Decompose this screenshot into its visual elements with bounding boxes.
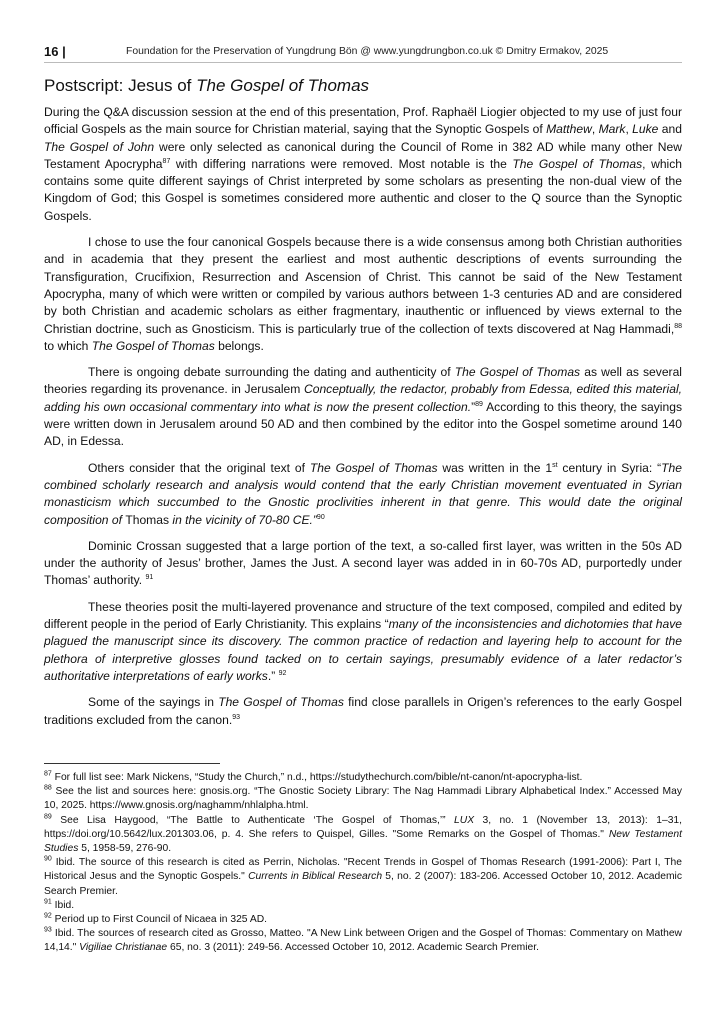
text-run: find close parallels in Origen’s references to the early Gospel traditions excluded from the canon. [44,695,682,727]
footnote-text: Ibid. [51,899,75,911]
footnote-ref[interactable]: 90 [316,513,325,521]
footnote-text: Ibid. The source of this research is cited as Perrin, Nicholas. "Recent Trends in Gospel of Thomas Research (1991-2006): Part I, The Historical Jesus and the Synoptic Gospels." [44,857,682,883]
text-run: According to this theory, the sayings were written down in Jerusalem around 50 AD and then combined by the editor into the Gospel sometime around 140 AD, in Edessa. [44,399,682,449]
footnote-text: Period up to First Council of Nicaea in 325 AD. [51,914,267,926]
text-run: During the Q&A discussion session at the end of this presentation, Prof. Raphaël Liogier objected to my use of just four official Gospels as the main source for Christian material, saying that the Synoptic Gospels of [44,105,682,137]
footnote-ref[interactable]: 92 [278,669,287,677]
paragraph-3 [44,364,682,450]
paragraph-5 [44,538,682,590]
text-run: , [591,122,599,137]
footnote-number: 89 [44,813,52,821]
footnote-ref[interactable]: 93 [232,713,241,721]
footnote-87 [44,771,682,785]
footnote-text: 5, no. 2 (2007): 183-206. Accessed October 10, 2012. Academic Search Premier. [44,871,682,897]
footnote-number: 90 [44,855,52,863]
body-text [44,104,682,738]
italic-run: Currents in Biblical Research [248,871,383,883]
text-run: There is ongoing debate surrounding the dating and authenticity of [88,365,455,380]
page-header [44,44,682,63]
footnote-text: 65, no. 3 (2011): 249-56. Accessed October 10, 2012. Academic Search Premier. [167,942,539,954]
text-run: to which [44,338,92,353]
text-run: and [658,122,682,137]
footnote-93 [44,927,682,955]
footnote-divider [44,763,220,764]
footnote-90 [44,856,682,899]
ordinal-suffix: st [552,461,558,469]
text-run: as well as several theories regarding its provenance. in Jerusalem [44,365,682,397]
paragraph-4 [44,460,682,529]
italic-run: The Gospel of Thomas [512,156,643,171]
footnote-number: 88 [44,784,52,792]
title-italic: The Gospel of Thomas [196,76,370,95]
italic-run: The Gospel of Thomas [454,365,581,380]
italic-run: Vigiliae Christianae [79,942,168,954]
text-run: belongs. [214,338,264,353]
page-number: 16 | [44,44,66,59]
footnote-text: Ibid. The sources of research cited as Grosso, Matteo. "A New Link between Origen and the Gospel of Thomas: Commentary on Mathew 14,14." [44,928,682,954]
text-run: century in Syria: “ [557,460,662,475]
footnote-ref[interactable]: 89 [475,400,483,408]
italic-run: Conceptually, the redactor, probably from Edessa, edited this material, adding his own occasional commentary into what is now the present collection. [44,382,682,414]
footnote-88 [44,785,682,813]
footnote-text: 5, 1958-59, 276-90. [78,843,172,855]
italic-run: The combined scholarly research and analysis would contend that the early Christian movement eventuated in Syrian monasticism which succumbed to the Gnostic proclivities inherent in that genre. This would date the original composition of [44,460,682,527]
text-run: with differing narrations were removed. Most notable is the [170,156,513,171]
paragraph-2 [44,234,682,355]
header-text: Foundation for the Preservation of Yungdrung Bön @ www.yungdrungbon.co.uk © Dmitry Ermakov, 2025 [126,46,609,57]
text-run: was written in the 1 [437,460,553,475]
footnote-ref[interactable]: 87 [162,157,171,165]
italic-run: New Testament Studies [44,828,682,855]
footnote-89 [44,814,682,857]
italic-run: LUX [454,814,475,826]
text-run: Dominic Crossan suggested that a large portion of the text, a so-called first layer, was written in the 50s AD under the authority of Jesus’ brother, James the Just. A second layer was added in in 60-70s AD, purportedly under Thomas’ authority. [44,538,682,588]
footnote-91 [44,899,682,913]
footnote-number: 92 [44,912,52,920]
footnote-text: For full list see: Mark Nickens, “Study the Church,” n.d., https://studythechurch.com/bible/nt-canon/nt-apocrypha-list. [51,772,583,783]
footnote-text: 3, no. 1 (November 13, 2013): 1–31, https://doi.org/10.5642/lux.201303.06, p. 4. She refers to Quispel, Gilles. "Some Remarks on the Gospel of Thomas." [44,814,683,840]
text-run: were only selected as canonical during the Council of Rome in 382 AD while many other New Testament Apocrypha [44,139,682,171]
italic-run: The Gospel of Thomas [218,695,344,710]
italic-run: many of the inconsistencies and dichotomies that have plagued the manuscript since its discovery. The common practice of redaction and layering help to account for the plethora of interpretive glosses found tacked on to certain sayings, presumably evidence of a later redactor’s authoritative interpretations of early works [44,617,683,683]
footnote-text: See the list and sources here: gnosis.org. “The Gnostic Society Library: The Nag Hammadi Library Alphabetical Index.” Accessed May 10, 2025. https://www.gnosis.org/naghamm/nhlalpha.html. [44,786,682,812]
footnote-number: 87 [44,770,52,778]
text-run: Others consider that the original text of [88,460,310,475]
paragraph-6 [44,599,682,685]
footnotes [44,771,682,956]
footnote-text: See Lisa Haygood, “The Battle to Authenticate ‘The Gospel of Thomas,’” [51,814,455,826]
italic-run: The Gospel of Thomas [91,338,215,353]
italic-run: The Gospel of Thomas [309,460,438,475]
text-run: .” [267,668,279,683]
text-run: I chose to use the four canonical Gospels because there is a wide consensus among both Christian authorities and in academia that they present the earliest and most authentic descriptions of events surrounding the Transfiguration, Crucifixion, Resurrection and Ascension of Christ. This cannot be said of the New Testament Apocrypha, many of which were written or compiled by various authors between 1-3 centuries AD and are considered by both Christian and academic scholars as either fragmentary, inauthentic or influenced by views external to the Christian doctrine, such as Gnosticism. This is particularly true of the collection of texts discovered at Nag Hammadi, [44,235,682,336]
footnote-number: 91 [44,898,52,906]
text-run: Thomas [125,512,170,527]
text-run: These theories posit the multi-layered provenance and structure of the text composed, compiled and edited by different people in the period of Early Christianity. This explains “ [44,599,682,632]
text-run: , [625,122,633,137]
title-prefix: Postscript: Jesus of [44,76,197,95]
italic-run: The Gospel of John [44,139,155,154]
footnote-number: 93 [44,926,52,934]
section-title [44,76,369,96]
paragraph-7 [44,694,682,729]
footnote-92 [44,913,682,927]
text-run: Some of the sayings in [88,695,219,710]
italic-run: Luke [632,122,659,137]
text-run: ” [471,399,476,414]
footnote-ref[interactable]: 91 [145,574,154,582]
italic-run: Mark [598,122,626,137]
footnote-ref[interactable]: 88 [674,322,682,330]
text-run: , which contains some quite different sayings of Christ interpreted by some scholars as presenting the non-dual view of the Kingdom of God; this Gospel is sometimes considered more authentic and closer to the Q source than the Synoptic Gospels. [44,156,683,223]
paragraph-1 [44,104,682,225]
italic-run: Matthew [546,122,592,137]
italic-run: in the vicinity of 70-80 CE.” [169,512,317,527]
